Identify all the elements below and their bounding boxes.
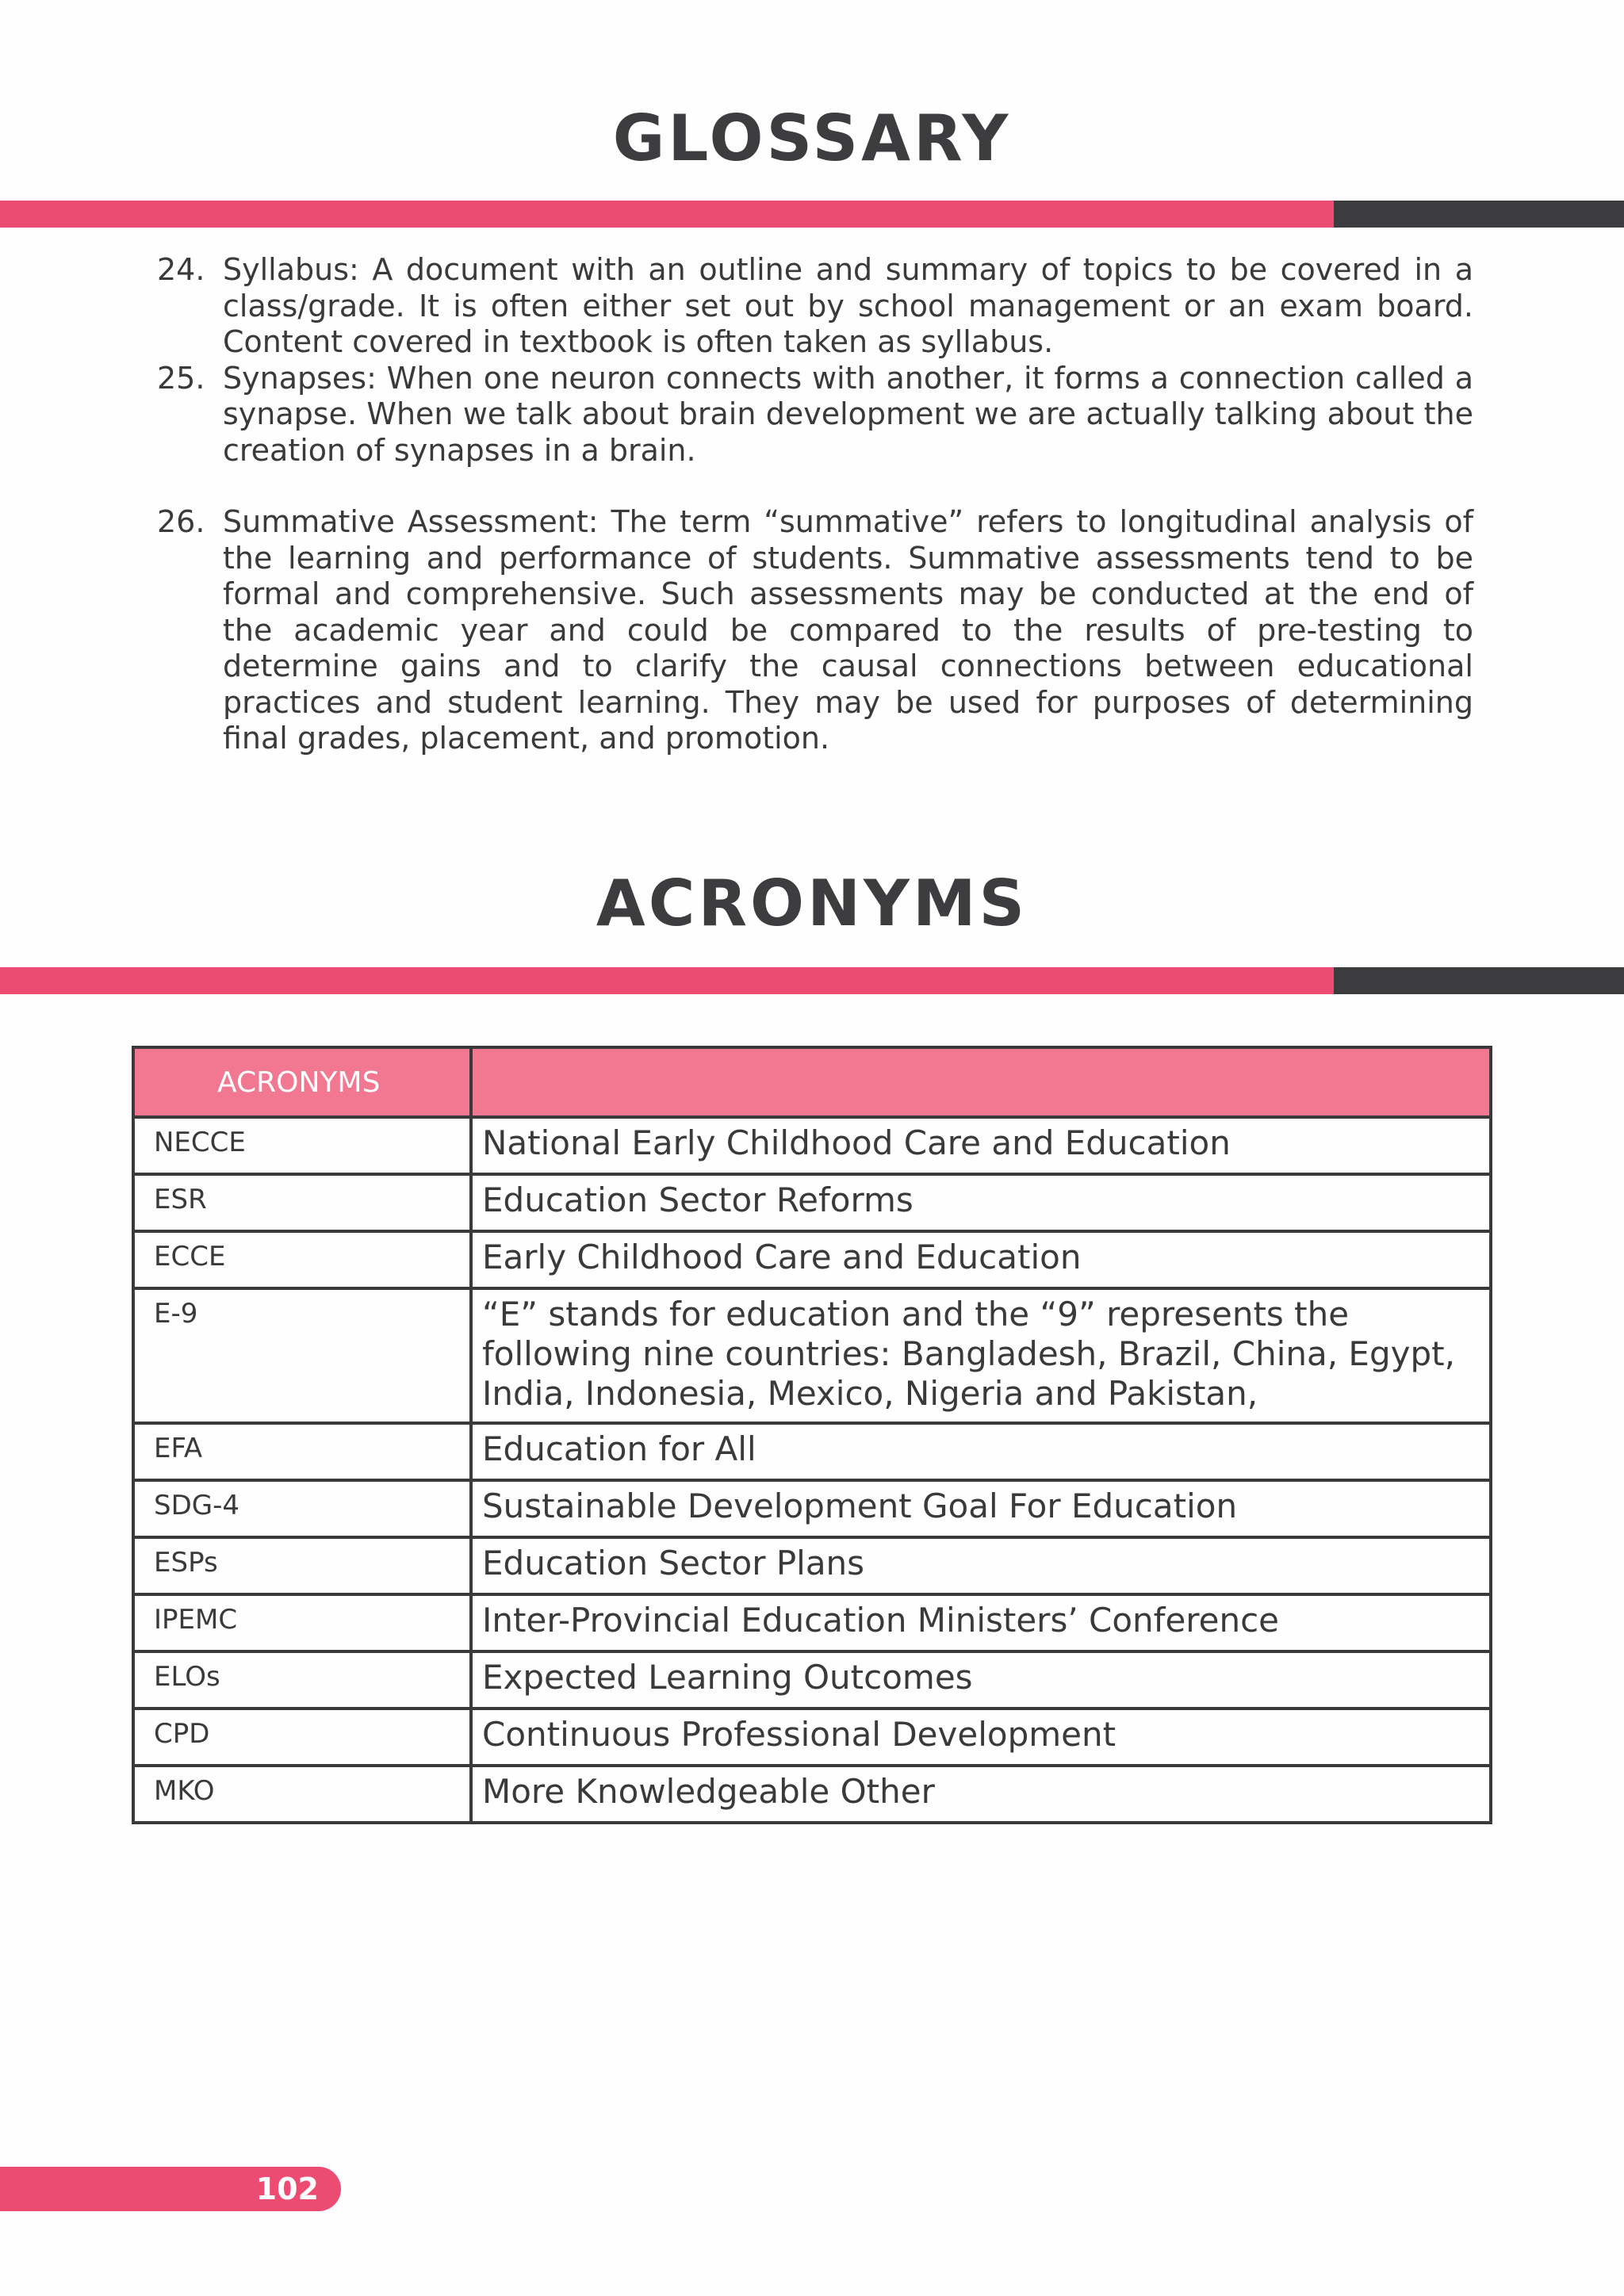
acronym-meaning: Early Childhood Care and Education bbox=[471, 1231, 1491, 1288]
acronym-code: ECCE bbox=[133, 1231, 471, 1288]
glossary-item bbox=[157, 252, 1473, 361]
acronym-meaning: “E” stands for education and the “9” represents the following nine countries: Bangladesh, Brazil, China, Egypt, India, Indonesia, Mexico, Nigeria and Pakistan, bbox=[471, 1288, 1491, 1423]
glossary-item bbox=[157, 361, 1473, 469]
acronym-meaning: Continuous Professional Development bbox=[471, 1709, 1491, 1766]
glossary-item-text: Syllabus: A document with an outline and summary of topics to be covered in a class/grade. It is often either set out by school management or an exam board. Content covered in textbook is often taken as syllabus. bbox=[223, 252, 1473, 359]
glossary-title: GLOSSARY bbox=[612, 101, 1012, 175]
acronym-code: CPD bbox=[133, 1709, 471, 1766]
table-row bbox=[133, 1594, 1491, 1651]
divider-dark bbox=[1334, 201, 1624, 228]
acronym-code: ESPs bbox=[133, 1537, 471, 1594]
glossary-item-number: 26. bbox=[157, 504, 205, 539]
acronym-code: MKO bbox=[133, 1766, 471, 1823]
acronym-code: ESR bbox=[133, 1174, 471, 1231]
table-header-meaning bbox=[471, 1047, 1491, 1117]
divider-accent bbox=[0, 201, 1334, 228]
acronym-meaning: Education Sector Reforms bbox=[471, 1174, 1491, 1231]
table-header-acronyms: ACRONYMS bbox=[133, 1047, 471, 1117]
acronym-meaning: National Early Childhood Care and Education bbox=[471, 1117, 1491, 1174]
acronym-code: IPEMC bbox=[133, 1594, 471, 1651]
table-row bbox=[133, 1480, 1491, 1537]
table-header-row bbox=[133, 1047, 1491, 1117]
acronym-meaning: Sustainable Development Goal For Education bbox=[471, 1480, 1491, 1537]
table-row bbox=[133, 1231, 1491, 1288]
acronym-code: ELOs bbox=[133, 1651, 471, 1709]
divider-accent bbox=[0, 967, 1334, 994]
acronym-meaning: Education for All bbox=[471, 1423, 1491, 1480]
glossary-item-number: 24. bbox=[157, 252, 205, 287]
glossary-item bbox=[157, 504, 1473, 757]
page-number: 102 bbox=[255, 2172, 319, 2206]
acronym-meaning: Inter-Provincial Education Ministers’ Conference bbox=[471, 1594, 1491, 1651]
glossary-item-text: Synapses: When one neuron connects with another, it forms a connection called a synapse. When we talk about brain development we are actually talking about the creation of synapses in a brain. bbox=[223, 360, 1473, 468]
acronyms-divider bbox=[0, 967, 1624, 994]
page-number-badge bbox=[0, 2167, 341, 2211]
glossary-item-text: Summative Assessment: The term “summative” refers to longitudinal analysis of the learning and performance of students. Summative assessments tend to be formal and comprehensive. Such assessments may be conducted at the end of the academic year and could be compared to the results of pre-testing to determine gains and to clarify the causal connections between educational practices and student learning. They may be used for purposes of determining final grades, placement, and promotion. bbox=[223, 504, 1473, 756]
table-row bbox=[133, 1537, 1491, 1594]
table-row bbox=[133, 1709, 1491, 1766]
acronym-code: SDG-4 bbox=[133, 1480, 471, 1537]
acronym-meaning: Expected Learning Outcomes bbox=[471, 1651, 1491, 1709]
table-row bbox=[133, 1766, 1491, 1823]
acronym-code: NECCE bbox=[133, 1117, 471, 1174]
table-row bbox=[133, 1117, 1491, 1174]
table-row bbox=[133, 1651, 1491, 1709]
glossary-list bbox=[157, 252, 1473, 757]
acronym-code: EFA bbox=[133, 1423, 471, 1480]
glossary-divider bbox=[0, 201, 1624, 228]
acronyms-table bbox=[132, 1046, 1492, 1824]
table-row bbox=[133, 1288, 1491, 1423]
glossary-item-number: 25. bbox=[157, 360, 205, 396]
table-row bbox=[133, 1174, 1491, 1231]
acronym-meaning: More Knowledgeable Other bbox=[471, 1766, 1491, 1823]
table-row bbox=[133, 1423, 1491, 1480]
divider-dark bbox=[1334, 967, 1624, 994]
acronyms-title: ACRONYMS bbox=[596, 867, 1028, 940]
acronym-meaning: Education Sector Plans bbox=[471, 1537, 1491, 1594]
acronym-code: E-9 bbox=[133, 1288, 471, 1423]
